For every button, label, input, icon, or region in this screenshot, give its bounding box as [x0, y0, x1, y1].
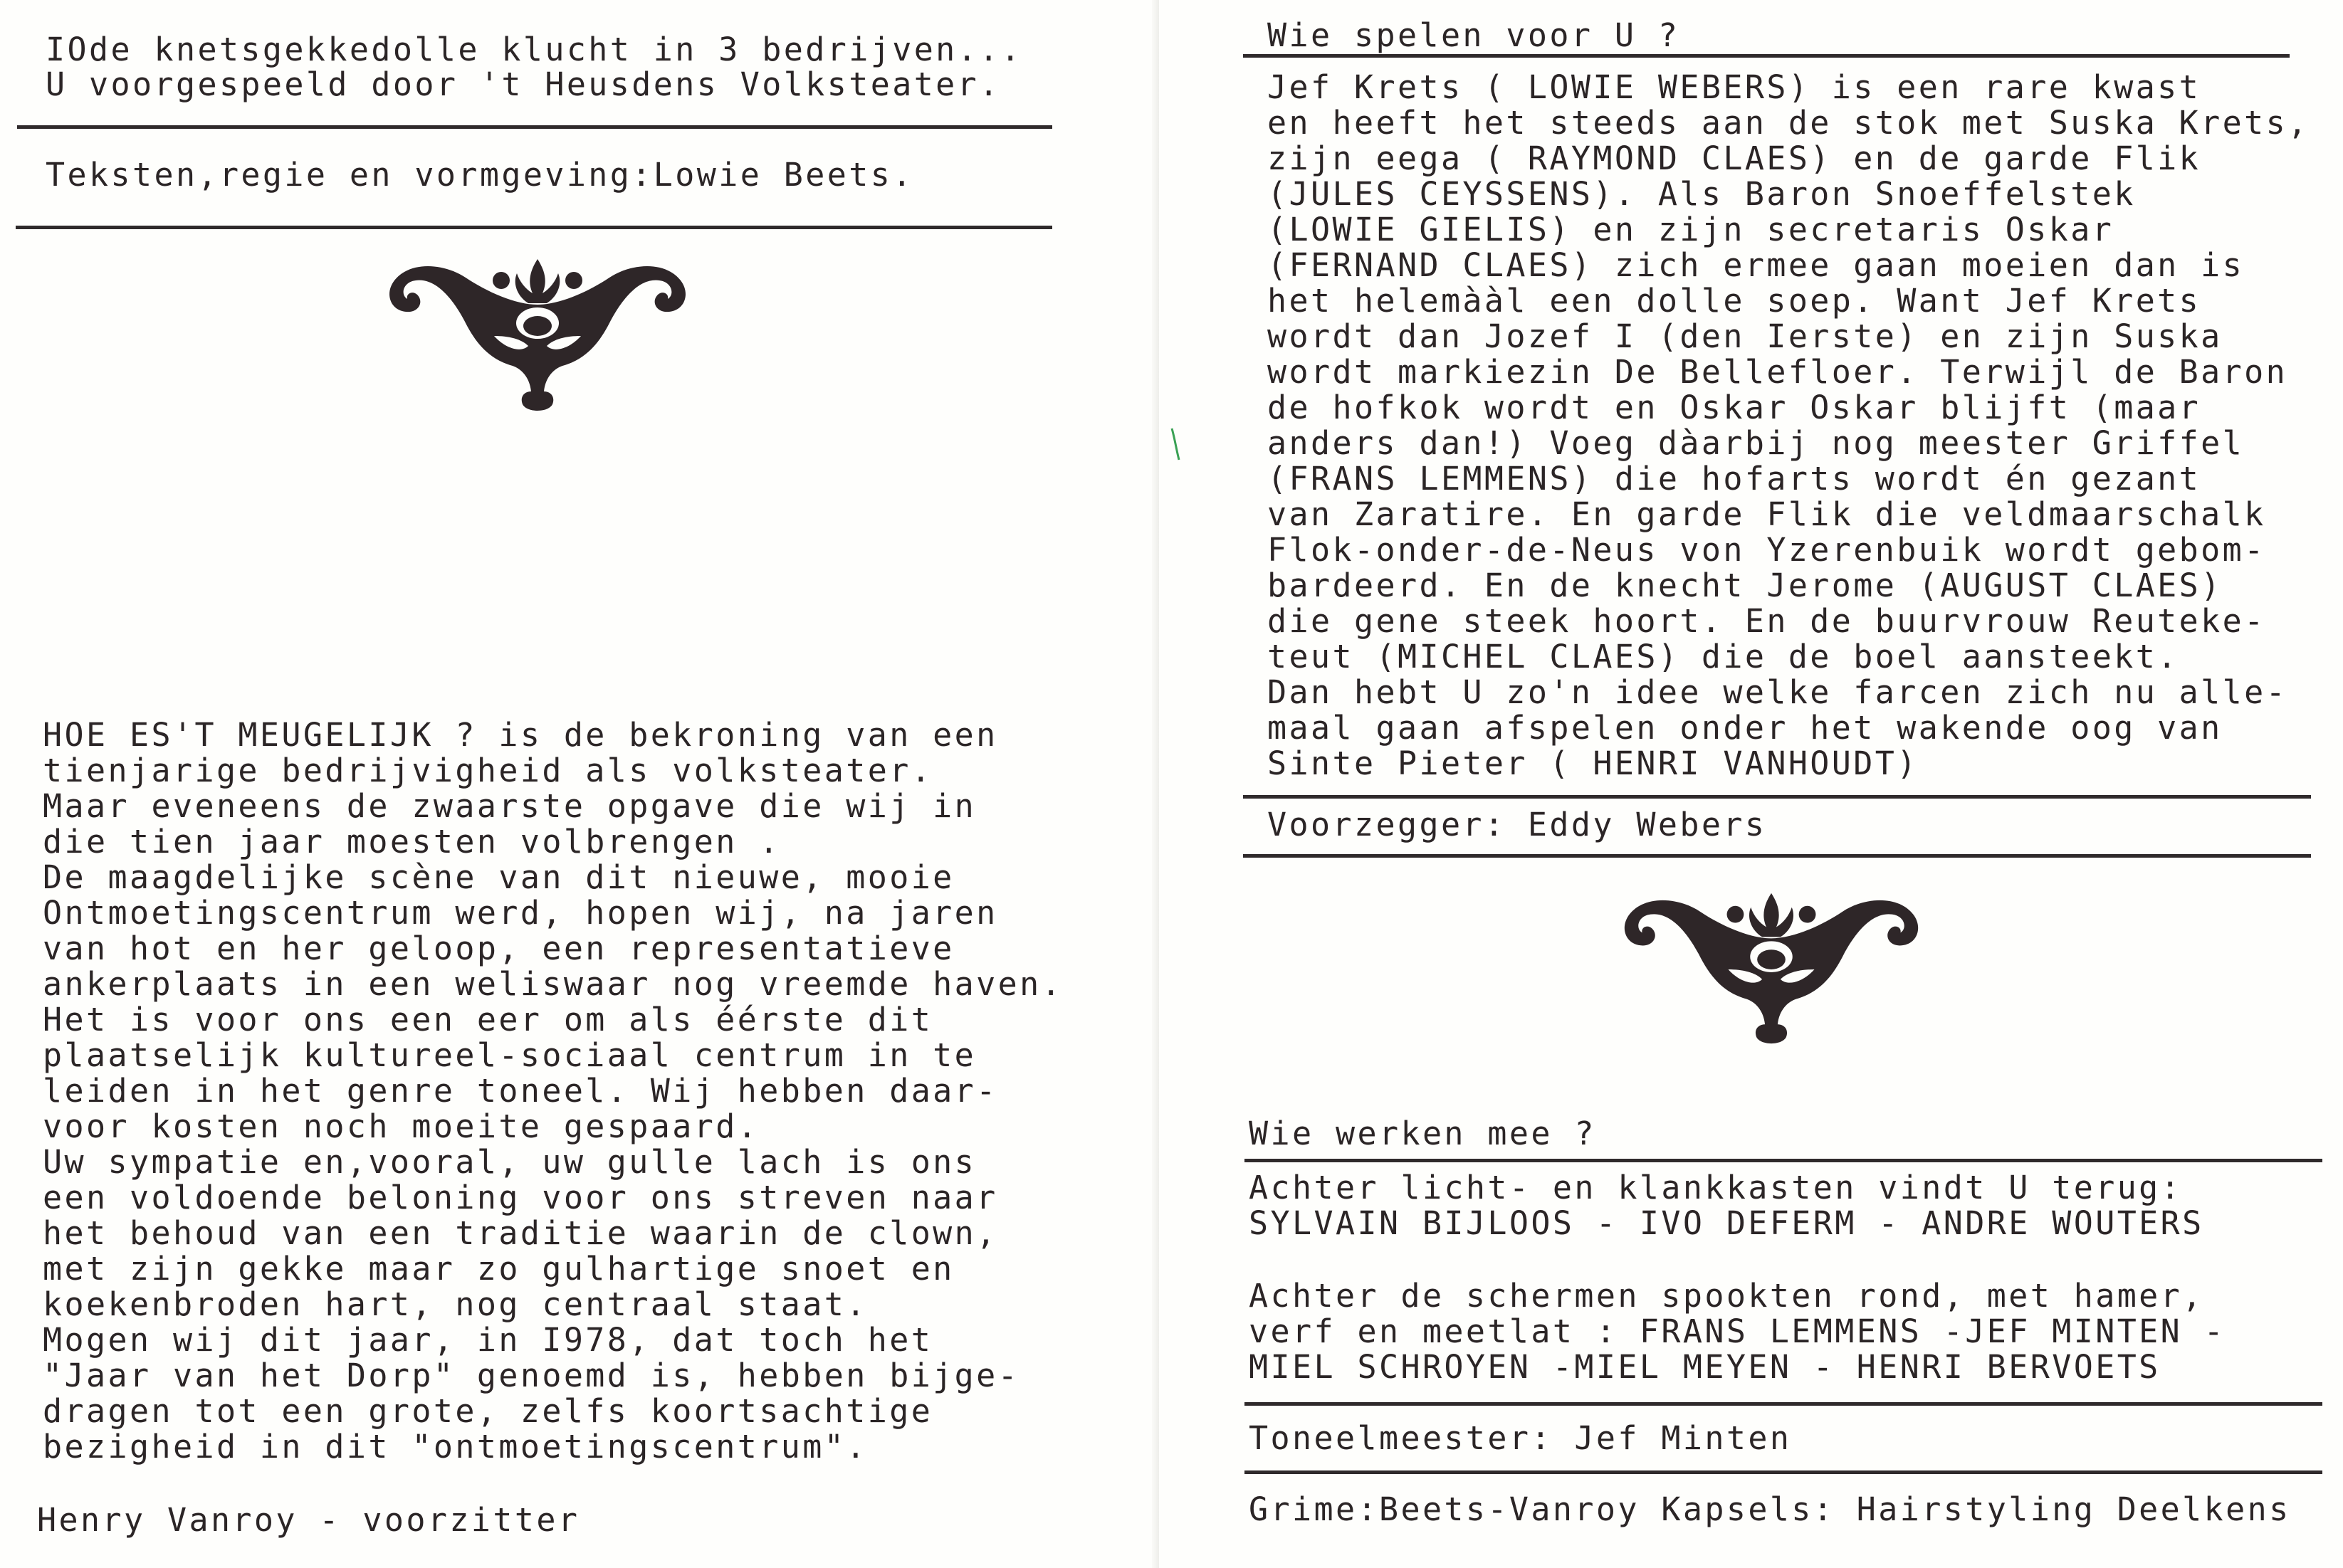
body-line-5: De maagdelijke scène van dit nieuwe, mooie: [43, 858, 955, 896]
cast-line-4: (JULES CEYSSENS). Als Baron Snoeffelstek: [1267, 175, 2136, 213]
body-line-2: tienjarige bedrijvigheid als volksteater.: [43, 752, 933, 789]
body-line-12: voor kosten noch moeite gespaard.: [43, 1107, 760, 1145]
makeup-line: Grime:Beets-Vanroy Kapsels: Hairstyling Deelkens: [1249, 1490, 2291, 1528]
stage-line-2: verf en meetlat : FRANS LEMMENS -JEF MINTEN -: [1249, 1312, 2226, 1350]
lights-line-2: SYLVAIN BIJLOOS - IVO DEFERM - ANDRE WOUTERS: [1249, 1204, 2204, 1242]
stage-manager-line: Toneelmeester: Jef Minten: [1249, 1419, 1792, 1457]
cast-line-18: Dan hebt U zo'n idee welke farcen zich nu alle-: [1267, 673, 2288, 711]
divider: [1244, 1402, 2322, 1406]
body-line-1: HOE ES'T MEUGELIJK ? is de bekroning van een: [43, 716, 998, 754]
cast-line-19: maal gaan afspelen onder het wakende oog van: [1267, 709, 2223, 747]
body-line-16: met zijn gekke maar zo gulhartige snoet en: [43, 1250, 955, 1288]
body-line-18: Mogen wij dit jaar, in I978, dat toch het: [43, 1321, 933, 1359]
cast-line-6: (FERNAND CLAES) zich ermee gaan moeien dan is: [1267, 246, 2245, 284]
body-line-10: plaatselijk kultureel-sociaal centrum in te: [43, 1036, 977, 1074]
cast-line-13: van Zaratire. En garde Flik die veldmaarschalk: [1267, 495, 2266, 533]
cast-line-2: en heeft het steeds aan de stok met Suska Krets,: [1267, 104, 2310, 142]
cast-line-16: die gene steek hoort. En de buurvrouw Reuteke-: [1267, 602, 2266, 640]
body-line-8: ankerplaats in een weliswaar nog vreemde haven.: [43, 965, 1064, 1003]
divider: [1244, 1159, 2322, 1162]
body-line-9: Het is voor ons een eer om als éérste dit: [43, 1001, 933, 1038]
body-line-13: Uw sympatie en,vooral, uw gulle lach is ons: [43, 1143, 977, 1181]
intro-line-1: IOde knetsgekkedolle klucht in 3 bedrijven...: [46, 31, 1023, 68]
divider: [16, 226, 1052, 229]
narrator-line: Voorzegger: Eddy Webers: [1267, 806, 1767, 843]
cast-line-8: wordt dan Jozef I (den Ierste) en zijn Suska: [1267, 317, 2223, 355]
divider: [1244, 1470, 2322, 1474]
fleur-de-lis-ornament: [1615, 886, 1928, 1050]
body-line-20: dragen tot een grote, zelfs koortsachtige: [43, 1392, 933, 1430]
divider: [1243, 795, 2311, 799]
cast-line-11: anders dan!) Voeg dàarbij nog meester Griffel: [1267, 424, 2245, 462]
intro-line-2: U voorgespeeld door 't Heusdens Volksteater.: [46, 65, 1001, 103]
body-line-11: leiden in het genre toneel. Wij hebben daar-: [43, 1072, 998, 1110]
right-page: [1159, 0, 2343, 1568]
cast-line-7: het helemààl een dolle soep. Want Jef Krets: [1267, 282, 2201, 320]
stage-line-1: Achter de schermen spookten rond, met hamer,: [1249, 1277, 2204, 1315]
lights-line-1: Achter licht- en klankkasten vindt U terug:: [1249, 1169, 2183, 1206]
fleur-de-lis-ornament: [380, 252, 695, 417]
body-line-19: "Jaar van het Dorp" genoemd is, hebben bijge-: [43, 1357, 1020, 1394]
body-line-3: Maar eveneens de zwaarste opgave die wij in: [43, 787, 977, 825]
cast-line-12: (FRANS LEMMENS) die hofarts wordt én gezant: [1267, 460, 2201, 498]
cast-line-10: de hofkok wordt en Oskar Oskar blijft (maar: [1267, 389, 2201, 426]
divider: [17, 125, 1052, 129]
stage-line-3: MIEL SCHROYEN -MIEL MEYEN - HENRI BERVOETS: [1249, 1348, 2161, 1386]
divider: [1243, 54, 2290, 58]
cast-heading: Wie spelen voor U ?: [1267, 16, 1680, 54]
body-line-17: koekenbroden hart, nog centraal staat.: [43, 1285, 868, 1323]
credits-line: Teksten,regie en vormgeving:Lowie Beets.: [46, 156, 914, 194]
crew-heading: Wie werken mee ?: [1249, 1115, 1596, 1152]
cast-line-5: (LOWIE GIELIS) en zijn secretaris Oskar: [1267, 211, 2114, 248]
cast-line-1: Jef Krets ( LOWIE WEBERS) is een rare kwast: [1267, 68, 2201, 106]
body-line-21: bezigheid in dit "ontmoetingscentrum".: [43, 1428, 868, 1466]
divider: [1243, 854, 2311, 858]
body-line-14: een voldoende beloning voor ons streven naar: [43, 1179, 998, 1216]
left-page: [0, 0, 1159, 1568]
body-line-7: van hot en her geloop, een representatieve: [43, 930, 955, 967]
cast-line-17: teut (MICHEL CLAES) die de boel aansteekt.: [1267, 638, 2179, 675]
signature: Henry Vanroy - voorzitter: [37, 1501, 580, 1539]
cast-line-20: Sinte Pieter ( HENRI VANHOUDT): [1267, 744, 1919, 782]
cast-line-3: zijn eega ( RAYMOND CLAES) en de garde Flik: [1267, 140, 2201, 177]
cast-line-14: Flok-onder-de-Neus von Yzerenbuik wordt gebom-: [1267, 531, 2266, 569]
cast-line-15: bardeerd. En de knecht Jerome (AUGUST CLAES): [1267, 567, 2223, 604]
cast-line-9: wordt markiezin De Bellefloer. Terwijl de Baron: [1267, 353, 2288, 391]
green-ink-mark: [1170, 427, 1180, 461]
body-line-6: Ontmoetingscentrum werd, hopen wij, na jaren: [43, 894, 998, 932]
body-line-4: die tien jaar moesten volbrengen .: [43, 823, 781, 861]
body-line-15: het behoud van een traditie waarin de clown,: [43, 1214, 998, 1252]
